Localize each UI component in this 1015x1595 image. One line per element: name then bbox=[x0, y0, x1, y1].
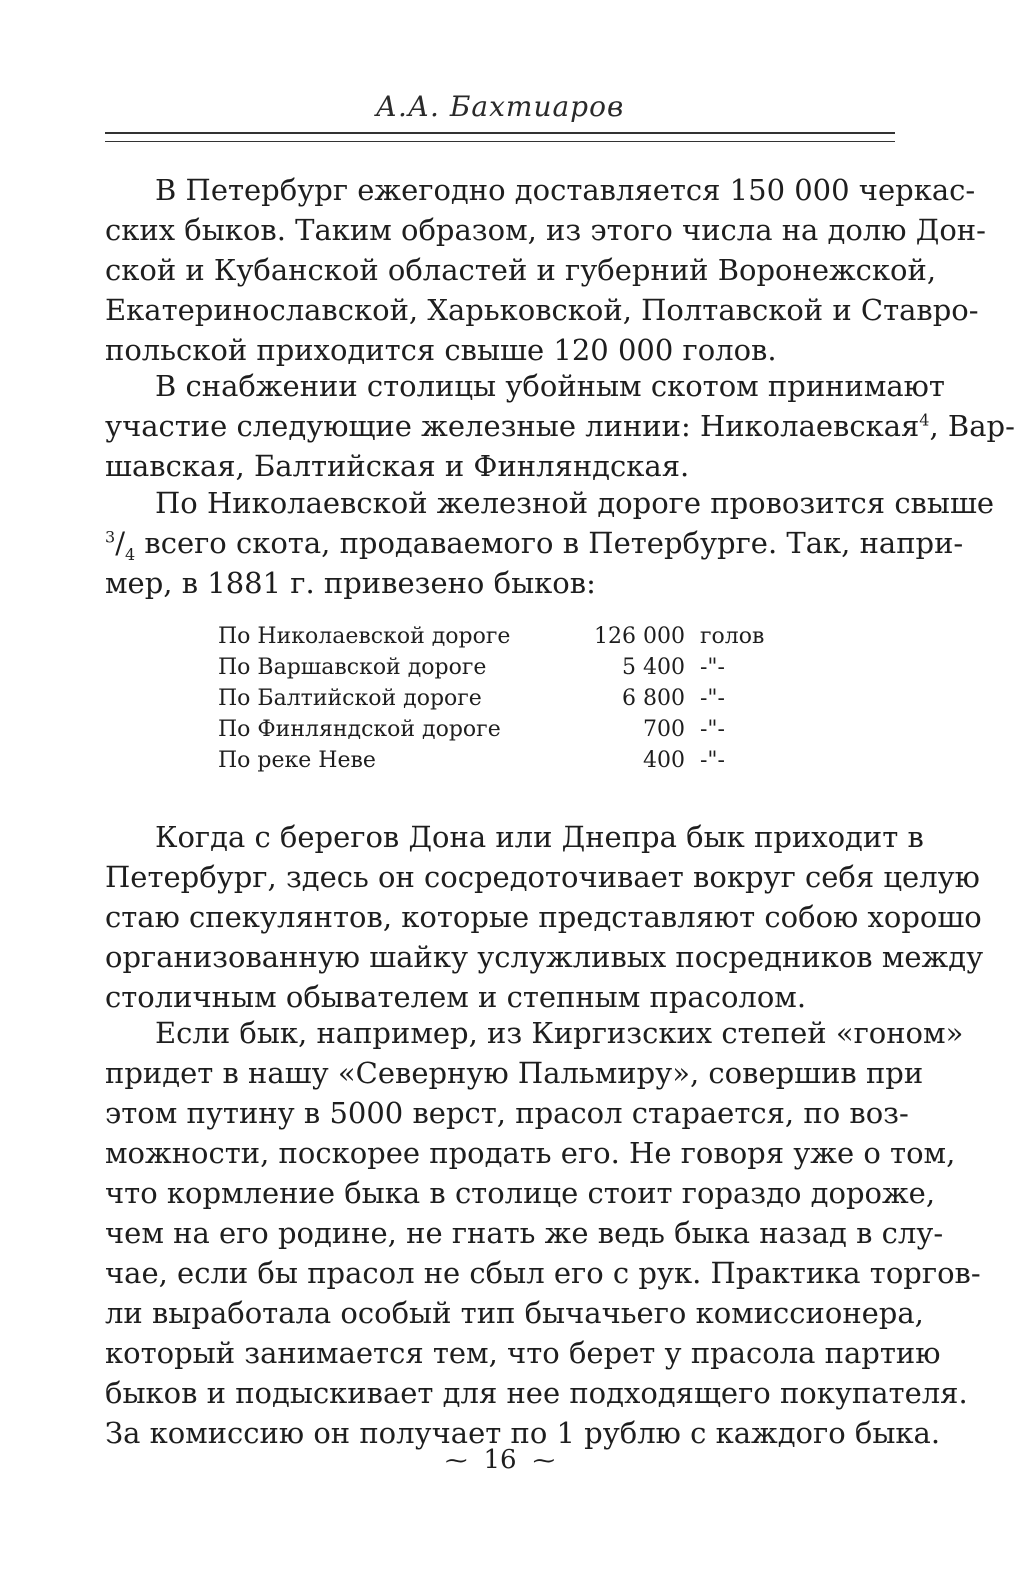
table-row bbox=[218, 745, 778, 776]
fraction-numerator: 3 bbox=[105, 527, 116, 547]
table-cell-road: По Николаевской дороге bbox=[218, 624, 511, 649]
page-number: 16 bbox=[483, 1445, 517, 1475]
table-cell-road: По Финляндской дороге bbox=[218, 717, 501, 742]
text-line: чае, если бы прасол не сбыл его с рук. Практика торгов- bbox=[105, 1256, 981, 1290]
table-cell-count: 6 800 bbox=[622, 686, 685, 711]
text-line: Когда с берегов Дона или Днепра бык приходит в bbox=[155, 820, 924, 854]
table-cell-unit: голов bbox=[700, 624, 765, 649]
text-line: польской приходится свыше 120 000 голов. bbox=[105, 333, 777, 367]
table-cell-count: 126 000 bbox=[594, 624, 685, 649]
swash-ornament-right: ⁓ bbox=[532, 1449, 555, 1474]
table-cell-unit: -"- bbox=[700, 655, 725, 680]
text-line: ли выработала особый тип бычачьего комиссионера, bbox=[105, 1296, 924, 1330]
text-line: столичным обывателем и степным прасолом. bbox=[105, 980, 807, 1014]
paragraph-2 bbox=[105, 366, 1015, 486]
paragraph-4 bbox=[105, 817, 984, 1017]
table-row bbox=[218, 621, 778, 652]
swash-ornament-left: ⁓ bbox=[445, 1449, 468, 1474]
table-cell-road: По Балтийской дороге bbox=[218, 686, 482, 711]
text-line: стаю спекулянтов, которые представляют собою хорошо bbox=[105, 900, 982, 934]
text-line: придет в нашу «Северную Пальмиру», совершив при bbox=[105, 1056, 924, 1090]
text-line: который занимается тем, что берет у прасола партию bbox=[105, 1336, 941, 1370]
footnote-mark: 4 bbox=[919, 410, 930, 430]
text-fragment: , Вар- bbox=[929, 409, 1015, 443]
paragraph-5 bbox=[105, 1013, 981, 1453]
table-cell-unit: -"- bbox=[700, 717, 725, 742]
text-line: чем на его родине, не гнать же ведь быка назад в слу- bbox=[105, 1216, 944, 1250]
table-cell-count: 400 bbox=[643, 748, 685, 773]
paragraph-1 bbox=[105, 170, 986, 370]
text-line: организованную шайку услужливых посредников между bbox=[105, 940, 984, 974]
text-line: Если бык, например, из Киргизских степей «гоном» bbox=[155, 1016, 964, 1050]
fraction-denominator: 4 bbox=[124, 544, 136, 564]
table-cell-count: 700 bbox=[643, 717, 685, 742]
text-line: шавская, Балтийская и Финляндская. bbox=[105, 449, 690, 483]
table-cell-unit: -"- bbox=[700, 686, 725, 711]
table-row bbox=[218, 652, 778, 683]
running-head-title: А.А. Бахтиаров bbox=[375, 90, 625, 123]
text-line: этом путину в 5000 верст, прасол старается, по воз- bbox=[105, 1096, 909, 1130]
paragraph-3 bbox=[105, 483, 995, 603]
header-rule-thick bbox=[105, 132, 895, 134]
page-folio bbox=[105, 1445, 895, 1475]
table-row bbox=[218, 683, 778, 714]
text-line: Екатеринославской, Харьковской, Полтавской и Ставро- bbox=[105, 293, 979, 327]
text-fragment: участие следующие железные линии: Николаевская bbox=[105, 409, 920, 443]
table-row bbox=[218, 714, 778, 745]
text-line: мер, в 1881 г. привезено быков: bbox=[105, 566, 596, 600]
text-line: что кормление быка в столице стоит гораздо дороже, bbox=[105, 1176, 936, 1210]
table-cell-count: 5 400 bbox=[622, 655, 685, 680]
text-line: ских быков. Таким образом, из этого числа на долю Дон- bbox=[105, 213, 986, 247]
text-line: можности, поскорее продать его. Не говоря уже о том, bbox=[105, 1136, 956, 1170]
cattle-delivery-table bbox=[218, 621, 778, 776]
text-line-with-fraction: $^3/_4$ всего скота, продаваемого в Петербурге. Так, напри- bbox=[105, 526, 964, 564]
text-line: В Петербург ежегодно доставляется 150 000 черкас- bbox=[155, 173, 976, 207]
text-line: Петербург, здесь он сосредоточивает вокруг себя целую bbox=[105, 860, 980, 894]
text-line: По Николаевской железной дороге провозится свыше bbox=[155, 486, 995, 520]
table-cell-road: По реке Неве bbox=[218, 748, 376, 773]
header-rule-thin bbox=[105, 141, 895, 142]
text-fragment: всего скота, продаваемого в Петербурге. Так, напри- bbox=[135, 526, 964, 560]
table-cell-unit: -"- bbox=[700, 748, 725, 773]
text-line: ской и Кубанской областей и губерний Воронежской, bbox=[105, 253, 937, 287]
text-line: быков и подыскивает для нее подходящего покупателя. bbox=[105, 1376, 968, 1410]
text-line: В снабжении столицы убойным скотом принимают bbox=[155, 369, 945, 403]
text-line: За комиссию он получает по 1 рублю с каждого быка. bbox=[105, 1416, 941, 1450]
text-line-with-footnote bbox=[105, 406, 1015, 446]
table-cell-road: По Варшавской дороге bbox=[218, 655, 487, 680]
